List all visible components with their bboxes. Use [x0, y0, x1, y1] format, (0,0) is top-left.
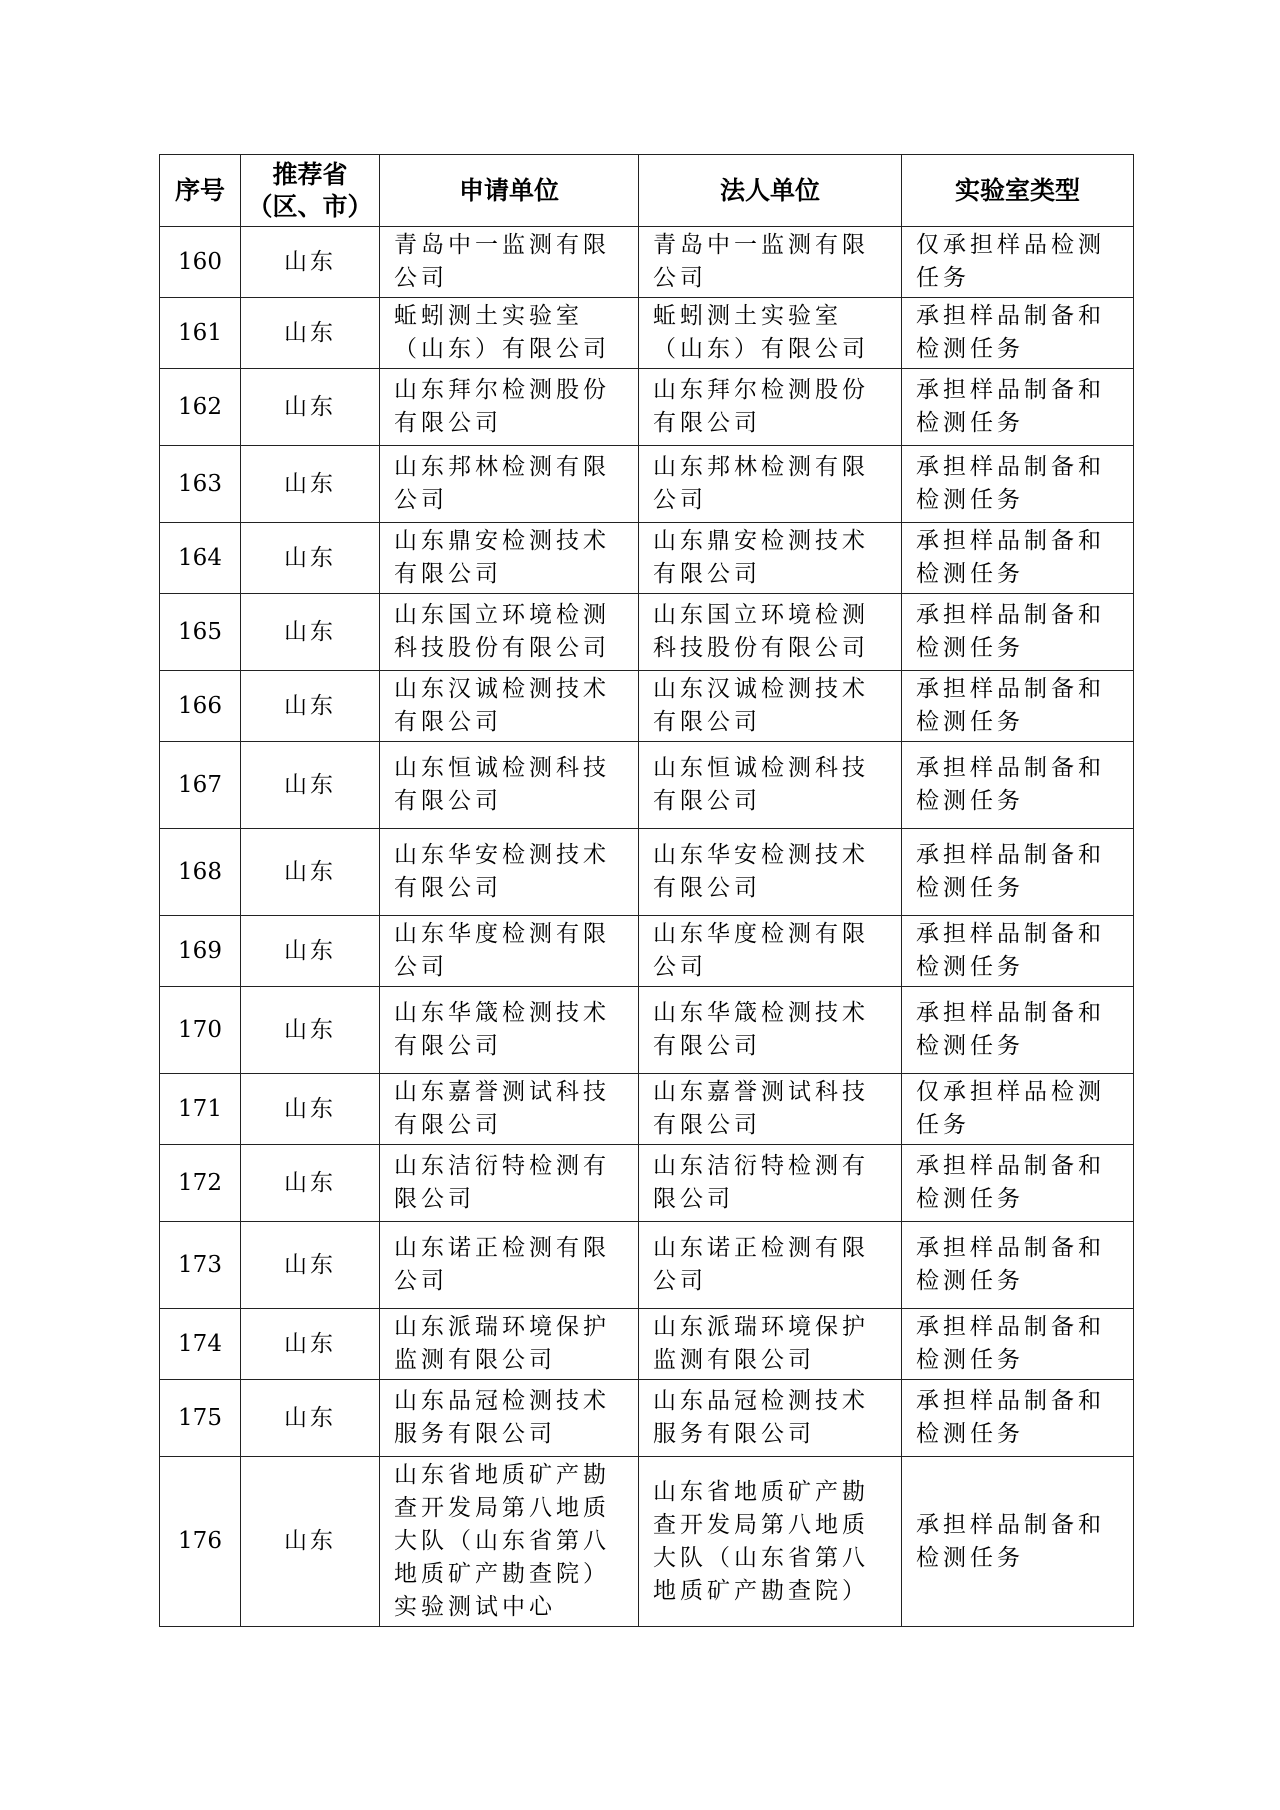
lab-type-cell: 承担样品制备和检测任务: [902, 446, 1134, 523]
legal-entity-cell: 山东汉诚检测技术有限公司: [639, 671, 902, 742]
header-province: [241, 155, 380, 227]
table-row: [160, 369, 1134, 446]
province-cell: 山东: [241, 298, 380, 369]
table-row: [160, 671, 1134, 742]
legal-entity-cell: 山东鼎安检测技术有限公司: [639, 523, 902, 594]
province-cell: 山东: [241, 1222, 380, 1309]
seq-cell: 165: [160, 594, 241, 671]
seq-cell: 168: [160, 829, 241, 916]
province-cell: 山东: [241, 446, 380, 523]
seq-cell: 176: [160, 1457, 241, 1627]
header-row: [160, 155, 1134, 227]
table-row: [160, 446, 1134, 523]
seq-cell: 162: [160, 369, 241, 446]
table-row: [160, 742, 1134, 829]
header-applicant: 申请单位: [380, 155, 639, 227]
lab-type-cell: 承担样品制备和检测任务: [902, 742, 1134, 829]
table-row: [160, 227, 1134, 298]
seq-cell: 167: [160, 742, 241, 829]
legal-entity-cell: 山东嘉誉测试科技有限公司: [639, 1074, 902, 1145]
lab-type-cell: 承担样品制备和检测任务: [902, 298, 1134, 369]
province-cell: 山东: [241, 1380, 380, 1457]
table-row: [160, 987, 1134, 1074]
header-legal-entity: 法人单位: [639, 155, 902, 227]
lab-type-cell: 承担样品制备和检测任务: [902, 369, 1134, 446]
legal-entity-cell: 山东洁衍特检测有限公司: [639, 1145, 902, 1222]
province-cell: 山东: [241, 742, 380, 829]
seq-cell: 161: [160, 298, 241, 369]
legal-entity-cell: 山东拜尔检测股份有限公司: [639, 369, 902, 446]
legal-entity-cell: 蚯蚓测土实验室（山东）有限公司: [639, 298, 902, 369]
province-cell: 山东: [241, 523, 380, 594]
lab-type-cell: 承担样品制备和检测任务: [902, 1457, 1134, 1627]
applicant-cell: 山东诺正检测有限公司: [380, 1222, 639, 1309]
legal-entity-cell: 山东品冠检测技术服务有限公司: [639, 1380, 902, 1457]
table-body: [160, 227, 1134, 1627]
seq-cell: 175: [160, 1380, 241, 1457]
lab-type-cell: 承担样品制备和检测任务: [902, 987, 1134, 1074]
lab-list-table: [159, 154, 1134, 1627]
seq-cell: 173: [160, 1222, 241, 1309]
province-cell: 山东: [241, 987, 380, 1074]
table-row: [160, 1074, 1134, 1145]
province-cell: 山东: [241, 671, 380, 742]
table-row: [160, 1222, 1134, 1309]
legal-entity-cell: 山东诺正检测有限公司: [639, 1222, 902, 1309]
province-cell: 山东: [241, 1457, 380, 1627]
seq-cell: 172: [160, 1145, 241, 1222]
applicant-cell: 山东华安检测技术有限公司: [380, 829, 639, 916]
applicant-cell: 山东省地质矿产勘查开发局第八地质大队（山东省第八地质矿产勘查院）实验测试中心: [380, 1457, 639, 1627]
province-cell: 山东: [241, 594, 380, 671]
lab-type-cell: 承担样品制备和检测任务: [902, 594, 1134, 671]
seq-cell: 170: [160, 987, 241, 1074]
lab-type-cell: 承担样品制备和检测任务: [902, 1145, 1134, 1222]
province-cell: 山东: [241, 1309, 380, 1380]
seq-cell: 166: [160, 671, 241, 742]
applicant-cell: 山东华度检测有限公司: [380, 916, 639, 987]
seq-cell: 174: [160, 1309, 241, 1380]
legal-entity-cell: 青岛中一监测有限公司: [639, 227, 902, 298]
legal-entity-cell: 山东省地质矿产勘查开发局第八地质大队（山东省第八地质矿产勘查院）: [639, 1457, 902, 1627]
table-row: [160, 1457, 1134, 1627]
lab-type-cell: 承担样品制备和检测任务: [902, 829, 1134, 916]
applicant-cell: 山东鼎安检测技术有限公司: [380, 523, 639, 594]
applicant-cell: 山东嘉誉测试科技有限公司: [380, 1074, 639, 1145]
header-province-line1: 推荐省: [272, 159, 348, 189]
applicant-cell: 山东洁衍特检测有限公司: [380, 1145, 639, 1222]
legal-entity-cell: 山东华箴检测技术有限公司: [639, 987, 902, 1074]
province-cell: 山东: [241, 829, 380, 916]
lab-type-cell: 承担样品制备和检测任务: [902, 916, 1134, 987]
applicant-cell: 山东恒诚检测科技有限公司: [380, 742, 639, 829]
table-row: [160, 1309, 1134, 1380]
applicant-cell: 山东派瑞环境保护监测有限公司: [380, 1309, 639, 1380]
legal-entity-cell: 山东国立环境检测科技股份有限公司: [639, 594, 902, 671]
legal-entity-cell: 山东恒诚检测科技有限公司: [639, 742, 902, 829]
province-cell: 山东: [241, 1074, 380, 1145]
header-seq: 序号: [160, 155, 241, 227]
lab-type-cell: 承担样品制备和检测任务: [902, 1380, 1134, 1457]
lab-type-cell: 承担样品制备和检测任务: [902, 1222, 1134, 1309]
table-row: [160, 298, 1134, 369]
header-lab-type: 实验室类型: [902, 155, 1134, 227]
table-row: [160, 1380, 1134, 1457]
legal-entity-cell: 山东派瑞环境保护监测有限公司: [639, 1309, 902, 1380]
legal-entity-cell: 山东邦林检测有限公司: [639, 446, 902, 523]
applicant-cell: 山东华箴检测技术有限公司: [380, 987, 639, 1074]
province-cell: 山东: [241, 227, 380, 298]
table-row: [160, 594, 1134, 671]
seq-cell: 163: [160, 446, 241, 523]
lab-type-cell: 承担样品制备和检测任务: [902, 1309, 1134, 1380]
table-row: [160, 523, 1134, 594]
applicant-cell: 青岛中一监测有限公司: [380, 227, 639, 298]
seq-cell: 169: [160, 916, 241, 987]
province-cell: 山东: [241, 916, 380, 987]
lab-type-cell: 仅承担样品检测任务: [902, 1074, 1134, 1145]
applicant-cell: 山东汉诚检测技术有限公司: [380, 671, 639, 742]
lab-type-cell: 承担样品制备和检测任务: [902, 671, 1134, 742]
table-row: [160, 829, 1134, 916]
table-row: [160, 916, 1134, 987]
applicant-cell: 山东拜尔检测股份有限公司: [380, 369, 639, 446]
header-province-line2: （区、市）: [247, 191, 373, 221]
seq-cell: 164: [160, 523, 241, 594]
applicant-cell: 蚯蚓测土实验室（山东）有限公司: [380, 298, 639, 369]
legal-entity-cell: 山东华安检测技术有限公司: [639, 829, 902, 916]
applicant-cell: 山东国立环境检测科技股份有限公司: [380, 594, 639, 671]
legal-entity-cell: 山东华度检测有限公司: [639, 916, 902, 987]
applicant-cell: 山东品冠检测技术服务有限公司: [380, 1380, 639, 1457]
applicant-cell: 山东邦林检测有限公司: [380, 446, 639, 523]
lab-type-cell: 承担样品制备和检测任务: [902, 523, 1134, 594]
province-cell: 山东: [241, 1145, 380, 1222]
lab-type-cell: 仅承担样品检测任务: [902, 227, 1134, 298]
seq-cell: 171: [160, 1074, 241, 1145]
seq-cell: 160: [160, 227, 241, 298]
table-row: [160, 1145, 1134, 1222]
province-cell: 山东: [241, 369, 380, 446]
